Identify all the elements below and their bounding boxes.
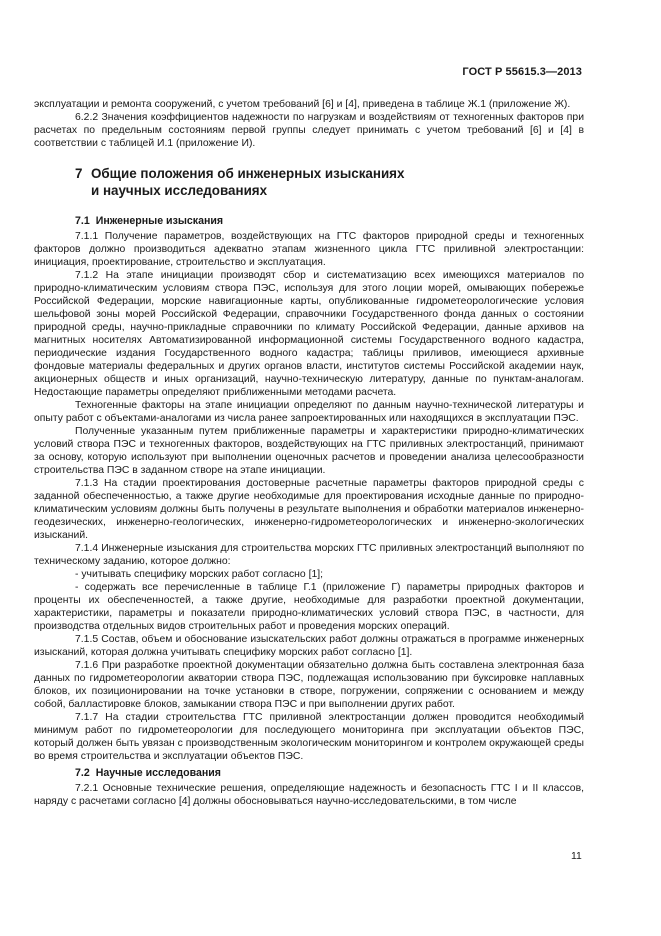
paragraph-7-1-5: 7.1.5 Состав, объем и обоснование изыскательских работ должны отражаться в программе инженерных изысканий, которая должна учитывать специфику морских работ согласно [1]. bbox=[34, 634, 584, 658]
page-content bbox=[34, 98, 584, 808]
paragraph-continuation: эксплуатации и ремонта сооружений, с учетом требований [6] и [4], приведена в таблице Ж.1 (приложение Ж). bbox=[34, 99, 571, 110]
paragraph-7-1-1: 7.1.1 Получение параметров, воздействующих на ГТС факторов природной среды и техногенных факторов должно производиться адекватно этапам жизненного цикла ГТС приливной электростанции: инициация, проектирование, строительство и эксплуатация. bbox=[34, 231, 584, 268]
requirements-list bbox=[34, 568, 584, 633]
section-7-2-heading bbox=[75, 767, 584, 780]
chapter-number: 7 bbox=[75, 166, 83, 181]
section-title: Инженерные изыскания bbox=[95, 215, 224, 227]
paragraph-7-1-2: 7.1.2 На этапе инициации производят сбор и систематизацию всех имеющихся материалов по природно-климатическим условиям створа ПЭС, используя для этого лоции морей, омывающих побережье Российской Федерации, морские навигационные карты, опубликованные гидрометеорологические условия шельфовой зоны морей Российской Федерации, справочники Государственного фонда данных о состоянии природной среды, научно-прикладные справочники по климату Российской Федерации, данные архивов на магнитных носителях Автоматизированной информационной системы Государственного водного кадастра, периодические издания Государственного водного кадастра; таблицы приливов, имеющиеся архивные фондовые материалы федеральных и других органов власти, институтов системы Российской академии наук, акционерных обществ и иных организаций, научно-техническую литературу, данные по пунктам-аналогам. Недостающие параметры определяют приближенными методами расчета. bbox=[34, 270, 584, 398]
paragraph-technogenic: Техногенные факторы на этапе инициации определяют по данным научно-технической литературы и опыту работ с объектами-аналогами из числа ранее запроектированных или находящихся в эксплуатации ПЭС. bbox=[34, 400, 584, 424]
section-7-1-heading bbox=[75, 215, 584, 228]
list-item: - учитывать специфику морских работ согласно [1]; bbox=[75, 569, 324, 580]
page-number: 11 bbox=[571, 851, 582, 862]
chapter-title-line-1: Общие положения об инженерных изысканиях bbox=[91, 166, 405, 181]
paragraph-7-1-3: 7.1.3 На стадии проектирования достоверные расчетные параметры факторов природной среды с заданной обеспеченностью, а также другие необходимые для проектирования исходные данные по природно-климатическим условиям должны быть получены в результате выполнения и обработки материалов инженерно-геодезических, инженерно-геологических, инженерно-гидрометеорологических и инженерно-экологических изысканий. bbox=[34, 478, 584, 541]
chapter-7-heading bbox=[75, 165, 584, 199]
section-number: 7.2 bbox=[75, 767, 90, 779]
document-id-header: ГОСТ Р 55615.3—2013 bbox=[462, 66, 582, 78]
list-item: - содержать все перечисленные в таблице Г.1 (приложение Г) параметры природных факторов и проценты их обеспеченностей, а также другие, необходимые для разработки проектной документации, характеристики, параметры и показатели природно-климатических условий створа ПЭС, в частности, для производства отдельных видов строительных работ и проведения морских операций. bbox=[34, 582, 584, 632]
paragraph-6-2-2: 6.2.2 Значения коэффициентов надежности по нагрузкам и воздействиям от техногенных факторов при расчетах по предельным состояниям первой группы следует принимать с учетом требований [6] и [4] в соответствии с таблицей И.1 (приложение И). bbox=[34, 112, 584, 149]
paragraph-7-2-1: 7.2.1 Основные технические решения, определяющие надежность и безопасность ГТС I и II классов, наряду с расчетами согласно [4] должны обосновываться научно-исследовательскими, в том числе bbox=[34, 783, 584, 807]
paragraph-7-1-6: 7.1.6 При разработке проектной документации обязательно должна быть составлена электронная база данных по гидрометеорологии акватории створа ПЭС, подлежащая использованию при буксировке наплавных блоков, их позиционировании на точке установки в створе, погружении, сопряжении с основанием и между собой, балластировке блоков, замыкании створа ПЭС и при выполнении других работ. bbox=[34, 660, 584, 710]
section-number: 7.1 bbox=[75, 215, 90, 227]
paragraph-7-1-7: 7.1.7 На стадии строительства ГТС приливной электростанции должен проводится необходимый минимум работ по гидрометеорологии для последующего мониторинга при эксплуатации объектов ПЭС, который должен быть увязан с производственным экологическим мониторингом и контролем окружающей среды во время строительства и эксплуатации объектов ПЭС. bbox=[34, 712, 584, 762]
chapter-title-line-2: и научных исследованиях bbox=[91, 183, 268, 198]
section-title: Научные исследования bbox=[95, 767, 221, 779]
paragraph-obtained: Полученные указанным путем приближенные параметры и характеристики природно-климатических условий створа ПЭС и техногенных факторов, воздействующих на ГТС приливных электростанций, принимают за основу, которую используют при выполнении оценочных расчетов и проведении анализа целесообразности строительства ПЭС в заданном створе на этапе инициации. bbox=[34, 426, 584, 476]
paragraph-7-1-4: 7.1.4 Инженерные изыскания для строительства морских ГТС приливных электростанций выполняют по техническому заданию, которое должно: bbox=[34, 543, 584, 567]
